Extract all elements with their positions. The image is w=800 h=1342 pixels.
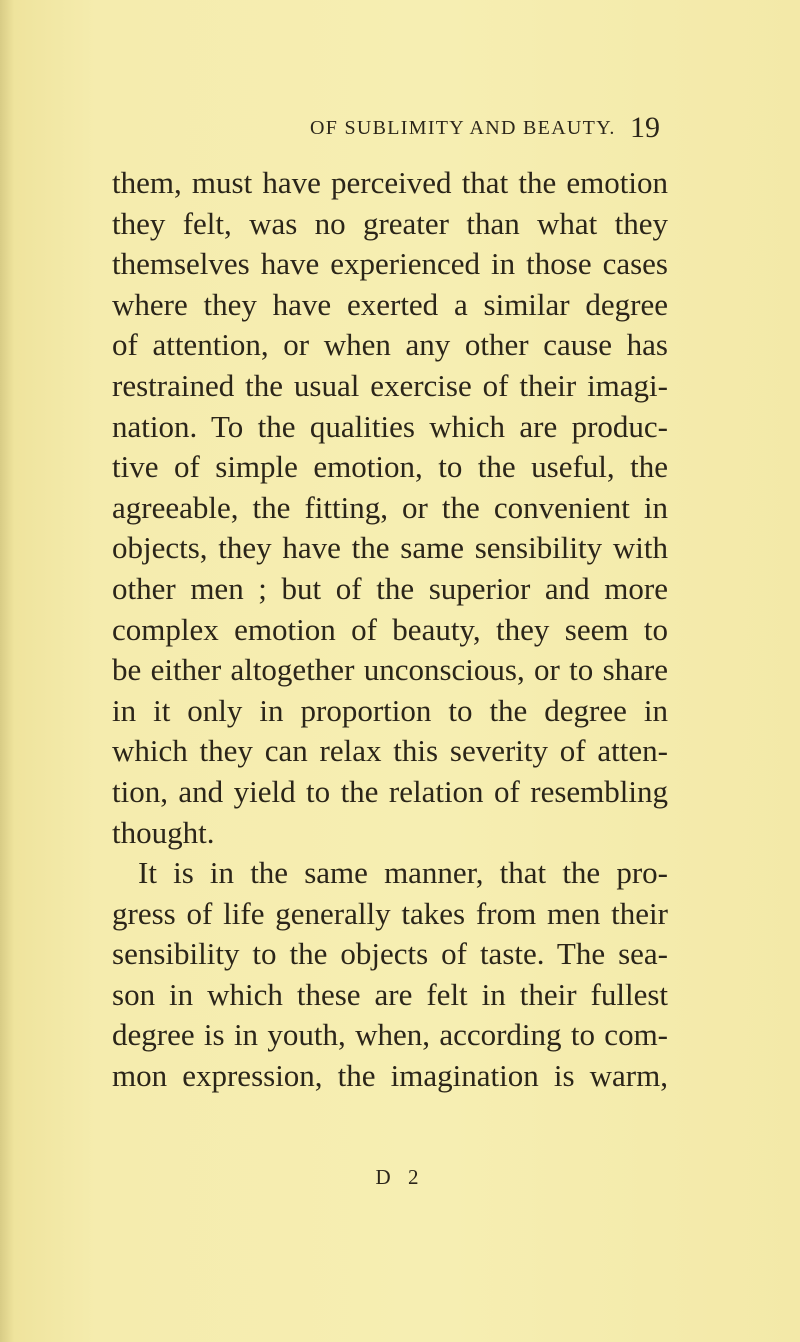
text-line: where they have exerted a similar degree — [112, 286, 668, 322]
text-line: son in which these are felt in their fullest — [112, 976, 668, 1012]
text-line: sensibility to the objects of taste. The sea- — [112, 936, 668, 972]
text-line: nation. To the qualities which are produc- — [112, 408, 668, 444]
text-line: tive of simple emotion, to the useful, the — [112, 449, 668, 485]
signature-mark: D 2 — [375, 1165, 425, 1189]
text-line: in it only in proportion to the degree in — [112, 692, 668, 728]
gutter-shadow — [0, 0, 14, 1342]
text-line: of attention, or when any other cause has — [112, 327, 668, 363]
body-text — [112, 163, 668, 1097]
paragraph-end-line: thought. — [112, 814, 215, 850]
paragraph-start-line: It is in the same manner, that the pro- — [138, 855, 668, 891]
text-line: objects, they have the same sensibility with — [112, 530, 668, 566]
text-line: them, must have perceived that the emotion — [112, 165, 668, 200]
text-line: degree is in youth, when, according to com- — [112, 1017, 668, 1053]
text-line: tion, and yield to the relation of resembling — [112, 773, 668, 809]
running-title: OF SUBLIMITY AND BEAUTY. — [310, 117, 616, 139]
text-line: other men ; but of the superior and more — [112, 570, 668, 606]
text-line: be either altogether unconscious, or to share — [112, 652, 668, 688]
text-line: agreeable, the fitting, or the convenient in — [112, 489, 668, 525]
text-line: themselves have experienced in those cases — [112, 246, 668, 282]
text-line: restrained the usual exercise of their imagi- — [112, 367, 668, 403]
text-line: which they can relax this severity of atten- — [112, 733, 668, 769]
running-head — [0, 112, 800, 148]
text-line: gress of life generally takes from men their — [112, 895, 668, 931]
text-line: they felt, was no greater than what they — [112, 205, 668, 241]
text-line: complex emotion of beauty, they seem to — [112, 611, 668, 647]
text-line: mon expression, the imagination is warm, — [112, 1058, 668, 1094]
page-number: 19 — [630, 111, 660, 144]
